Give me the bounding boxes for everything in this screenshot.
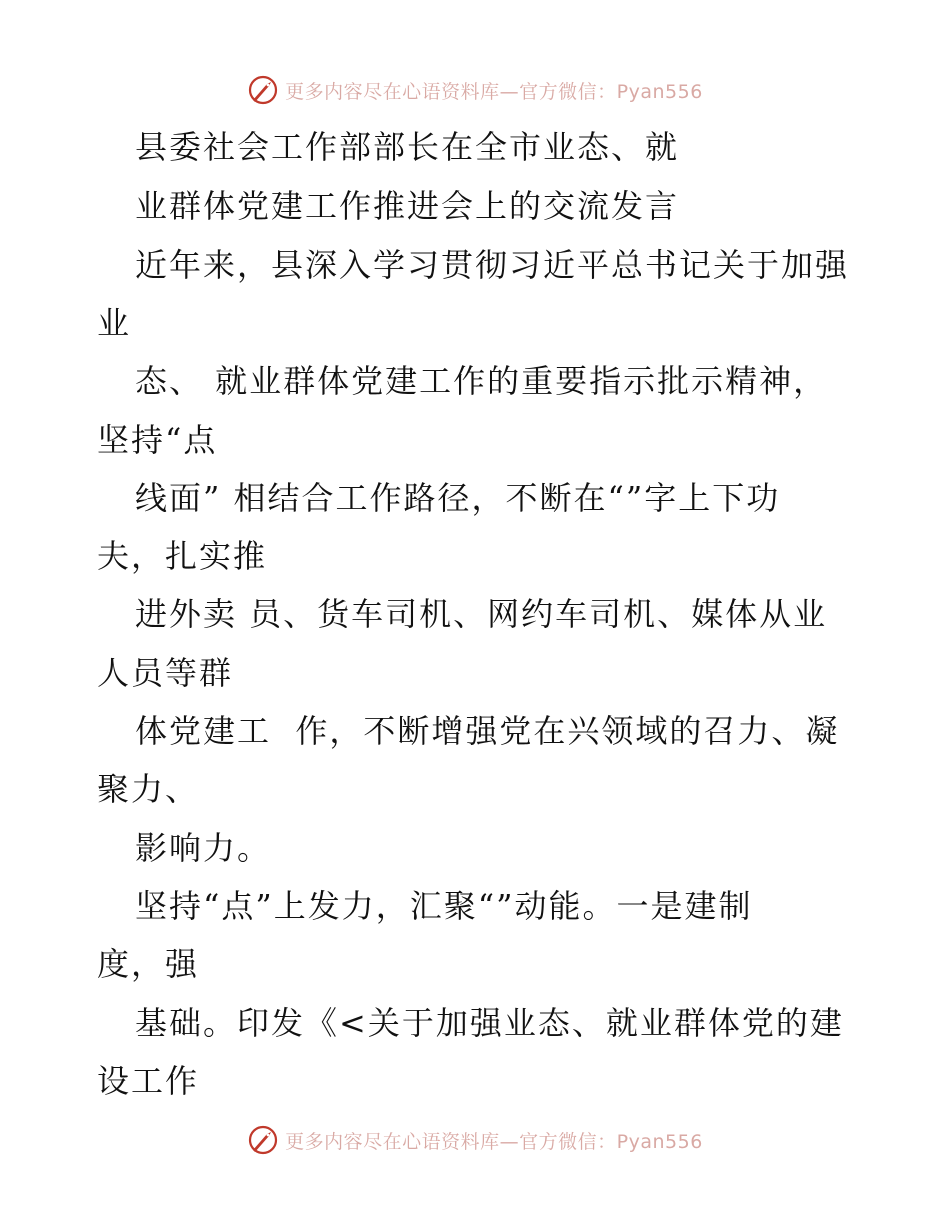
paragraph-line: 基础。印发《<关于加强业态、就业群体党的建 xyxy=(135,1004,844,1042)
footer-watermark xyxy=(0,1120,950,1160)
paragraph-line: 坚持“点 xyxy=(97,421,218,459)
paragraph-line: 近年来，县深入学习贯彻习近平总书记关于加强 xyxy=(135,246,850,284)
title-line-1: 县委社会工作部部长在全市业态、就 xyxy=(135,128,680,166)
watermark-text: 更多内容尽在心语资料库—官方微信：Pyan556 xyxy=(285,80,703,103)
paragraph-line: 进外卖 员、货车司机、网约车司机、媒体从业 xyxy=(135,595,828,633)
title-line-2: 业群体党建工作推进会上的交流发言 xyxy=(135,187,680,225)
pen-nib-logo-icon xyxy=(247,1124,279,1156)
paragraph-line: 线面” 相结合工作路径，不断在“”字上下功 xyxy=(135,479,781,517)
watermark-text: 更多内容尽在心语资料库—官方微信：Pyan556 xyxy=(285,1130,703,1153)
paragraph-line: 设工作 xyxy=(97,1062,200,1100)
paragraph-line: 业 xyxy=(97,304,132,342)
paragraph-line: 聚力、 xyxy=(97,770,200,808)
paragraph-line: 夫，扎实推 xyxy=(97,537,268,575)
paragraph-line: 影响力。 xyxy=(135,829,272,867)
paragraph-line: 人员等群 xyxy=(97,654,234,692)
paragraph-line: 态、 就业群体党建工作的重要指示批示精神， xyxy=(135,362,828,400)
paragraph-line: 坚持“点”上发力，汇聚“”动能。一是建制 xyxy=(135,887,753,925)
paragraph-line: 体党建工 作，不断增强党在兴领域的召力、凝 xyxy=(135,712,840,750)
paragraph-line: 度，强 xyxy=(97,945,200,983)
